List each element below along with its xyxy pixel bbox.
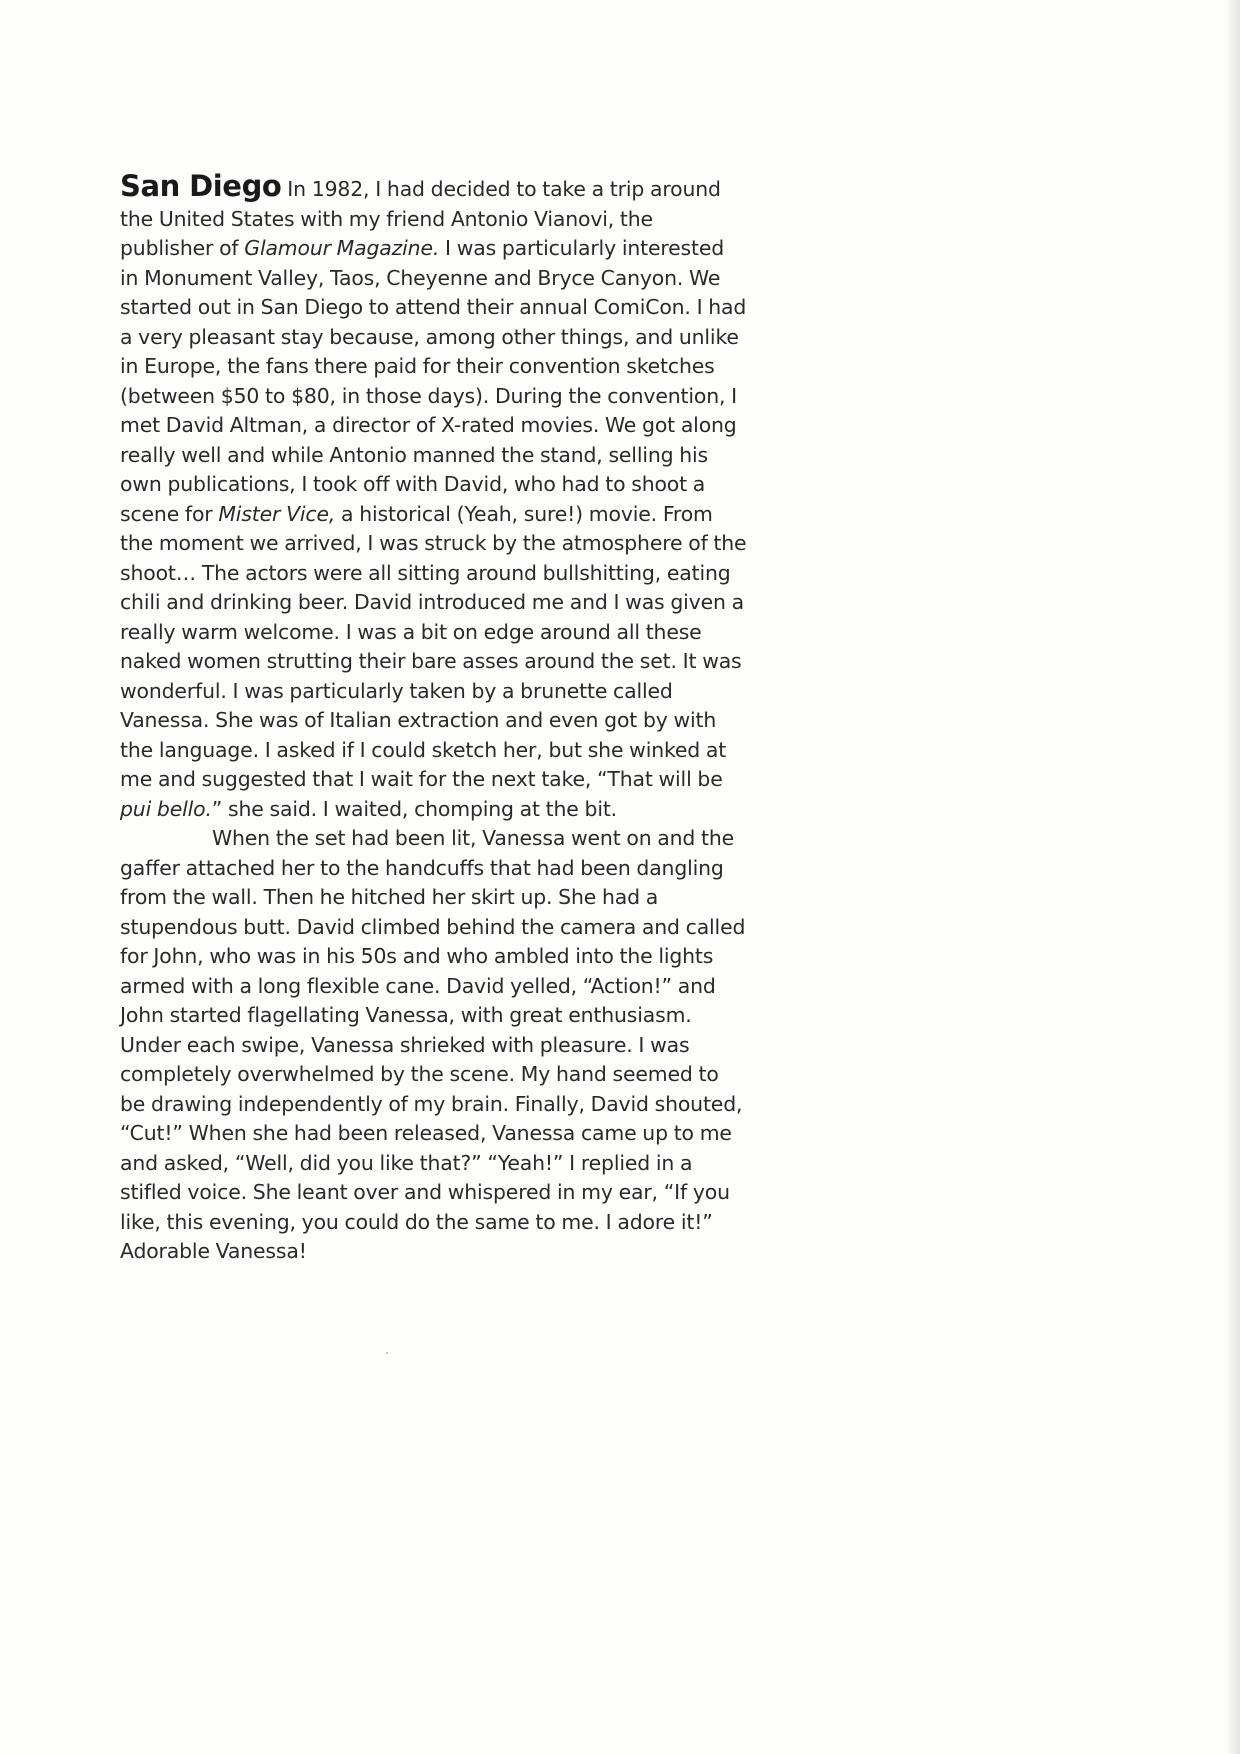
scan-edge-shadow [1226,0,1240,1754]
body-text: a historical (Yeah, sure!) movie. From the moment we arrived, I was struck by the atmosphere of the shoot… The actors were all sitting around bullshitting, eating chili and drinking beer. David introduced me and I was given a really warm welcome. I was a bit on edge around all these naked women strutting their bare asses around the set. It was wonderful. I was particularly taken by a brunette called Vanessa. She was of Italian extraction and even got by with the language. I asked if I could sketch her, but she winked at me and suggested that I wait for the next take, “That will be [120,501,747,791]
body-text: ” she said. I waited, chomping at the bit. [211,796,618,821]
body-text: I was particularly interested in Monument Valley, Taos, Cheyenne and Bryce Canyon. We started out in San Diego to attend their annual ComiCon. I had a very pleasant stay because, among other things, and unlike in Europe, the fans there paid for their convention sketches (between $50 to $80, in those days). During the convention, I met David Altman, a director of X-rated movies. We got along really well and while Antonio manned the stand, selling his own publications, I took off with David, who had to shoot a scene for [120,236,747,526]
article-body [120,169,748,1267]
movie-title: Mister Vice, [218,501,336,526]
magazine-title: Glamour Magazine. [244,236,440,260]
paragraph-2: When the set had been lit, Vanessa went on and the gaffer attached her to the handcuffs that had been dangling from the wall. Then he hitched her skirt up. She had a stupendous butt. David climbed behind the camera and called for John, who was in his 50s and who ambled into the lights armed with a long flexible cane. David yelled, “Action!” and John started flagellating Vanessa, with great enthusiasm. Under each swipe, Vanessa shrieked with pleasure. I was completely overwhelmed by the scene. My hand seemed to be drawing independently of my brain. Finally, David shouted, “Cut!” When she had been released, Vanessa came up to me and asked, “Well, did you like that?” “Yeah!” I replied in a stifled voice. She leant over and whispered in my ear, “If you like, this evening, you could do the same to me. I adore it!” Adorable Vanessa! [120,826,746,1263]
italian-phrase: pui bello. [120,796,212,821]
paragraph-1 [120,169,748,824]
section-heading: San Diego [120,169,282,203]
body-text: In 1982, I had decided to take a trip around the United States with my friend Antonio Vianovi, the publisher of [120,177,721,260]
scan-speck [386,1352,388,1354]
